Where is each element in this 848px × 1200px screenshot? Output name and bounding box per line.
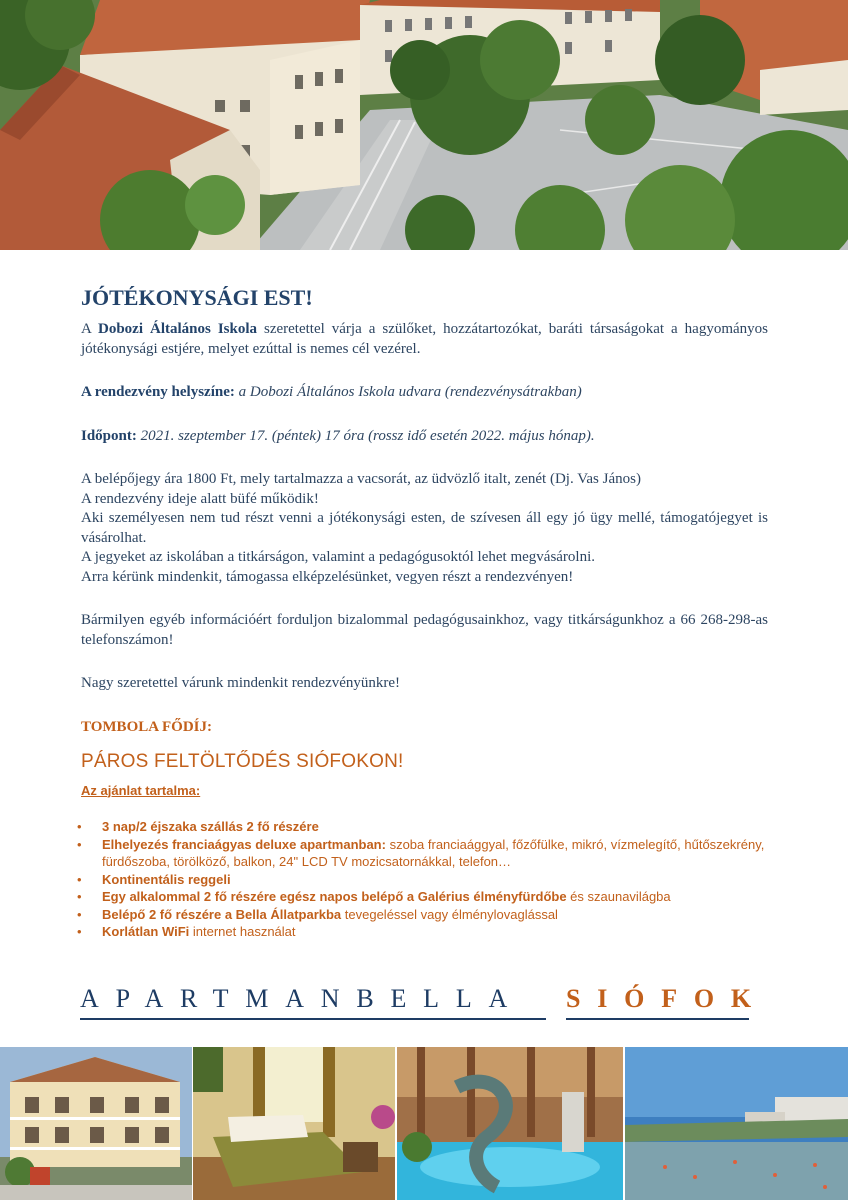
logo-underline (80, 1018, 546, 1020)
logo-city: SIÓFOK (566, 984, 768, 1013)
date-label: Időpont: (81, 427, 137, 444)
offer-item-bold: Korlátlan WiFi (102, 924, 190, 939)
photo-strip (0, 1047, 848, 1200)
buffet-line: A rendezvény ideje alatt büfé működik! (81, 490, 319, 507)
apartment-building-photo (0, 1047, 192, 1200)
offer-item-bold: Egy alkalommal 2 fő részére egész napos belépő a Galérius élményfürdőbe (102, 889, 567, 904)
school-name: Dobozi Általános Iskola (98, 321, 257, 337)
page-title: JÓTÉKONYSÁGI EST! (81, 285, 313, 310)
logo-underline (566, 1018, 749, 1020)
list-item (81, 836, 768, 871)
list-item (81, 818, 768, 836)
intro-prefix: A (81, 321, 98, 337)
list-item (81, 906, 768, 924)
contact-paragraph: Bármilyen egyéb információért forduljon bizalommal pedagógusainkhoz, vagy titkárságunkhoz a 66 268-298-as telefonszámon! (81, 612, 768, 648)
offer-item-text: és szaunavilágba (566, 889, 671, 904)
list-item (81, 923, 768, 941)
apartment-bedroom-photo (193, 1047, 395, 1200)
prize-title: PÁROS FELTÖLTŐDÉS SIÓFOKON! (81, 751, 404, 772)
venue-line (81, 383, 768, 403)
ticket-price-line: A belépőjegy ára 1800 Ft, mely tartalmazza a vacsorát, az üdvözlő italt, zenét (Dj. Vas János) (81, 471, 641, 487)
offer-list (81, 818, 768, 941)
date-value: 2021. szeptember 17. (péntek) 17 óra (rossz idő esetén 2022. május hónap). (136, 427, 595, 444)
venue-value: a Dobozi Általános Iskola udvara (rendezvénysátrakban) (234, 384, 582, 400)
school-aerial-photo (0, 0, 848, 250)
raffle-heading: TOMBOLA FŐDÍJ: (81, 718, 212, 735)
supporter-ticket-line: Aki személyesen nem tud részt venni a jótékonysági esten, de szívesen áll egy jó ügy mellé, támogatójegyet is vásárolhat. (81, 510, 768, 546)
date-line (81, 427, 768, 447)
offer-item-text: szoba franciaággyal, főzőfülke, mikró, vízmelegítő, hűtőszekrény, fürdőszoba, törölköző, balkon, 24" LCD TV mozicsatornákkal, telefon… (102, 836, 765, 869)
offer-item-text: internet használat (189, 924, 296, 939)
spa-pool-photo (397, 1047, 623, 1200)
offer-item-text: tevegeléssel vagy élménylovaglással (341, 906, 558, 922)
offer-item-bold: Belépő 2 fő részére a Bella Állatparkba (102, 906, 342, 922)
offer-item-bold: Elhelyezés franciaágyas deluxe apartmanban: (102, 836, 386, 852)
participation-request-line: Arra kérünk mindenkit, támogassa elképzelésünket, vegyen részt a rendezvényen! (81, 568, 574, 585)
logo-name: APARTMANBELLA (80, 984, 525, 1013)
offer-heading: Az ajánlat tartalma: (81, 782, 201, 798)
offer-item-bold: Kontinentális reggeli (102, 871, 231, 887)
intro-paragraph (81, 320, 768, 359)
intro-text: szeretettel várja a szülőket, hozzátartozókat, baráti társaságokat a hagyományos jótékonysági estjére, melyet ezúttal is nemes cél vezérel. (81, 321, 768, 357)
invitation-content (81, 284, 768, 941)
apartman-bella-logo (80, 984, 770, 1024)
lake-beach-photo (625, 1047, 848, 1200)
list-item (81, 871, 768, 889)
venue-label: A rendezvény helyszíne: (81, 384, 235, 400)
closing-line: Nagy szeretettel várunk mindenkit rendezvényünkre! (81, 675, 401, 691)
offer-item-bold: 3 nap/2 éjszaka szállás 2 fő részére (102, 819, 319, 834)
list-item (81, 888, 768, 906)
ticket-purchase-line: A jegyeket az iskolában a titkárságon, valamint a pedagógusoktól lehet megvásárolni. (81, 549, 596, 565)
